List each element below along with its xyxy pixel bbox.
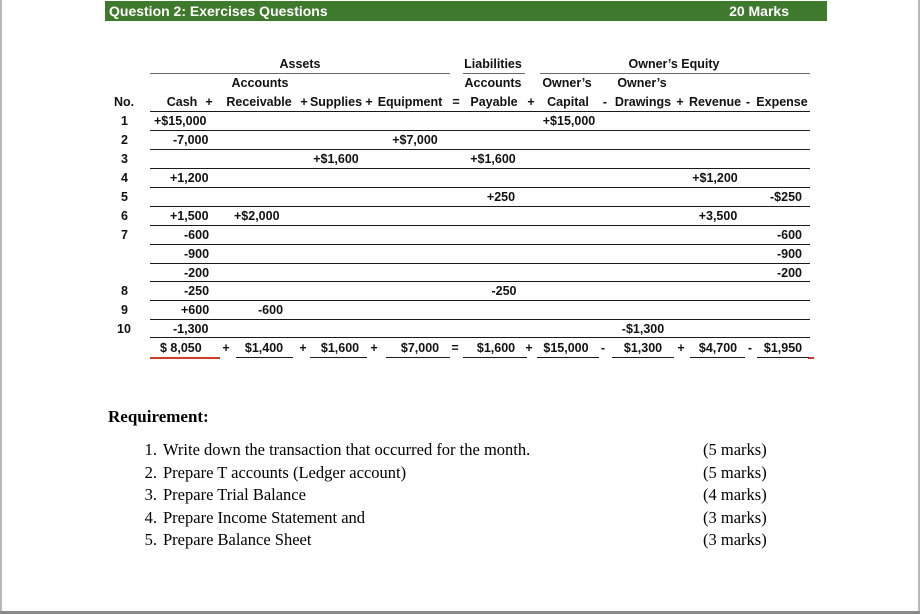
cash-cell: +1,500 bbox=[170, 209, 209, 223]
header-operator-6: - bbox=[602, 95, 608, 109]
requirement-marks: (3 marks) bbox=[703, 508, 767, 527]
question-marks: 20 Marks bbox=[729, 3, 789, 19]
cash-cell: -7,000 bbox=[173, 133, 209, 147]
subheader-owners-drawings: Owner’s bbox=[617, 76, 667, 90]
requirement-marks: (5 marks) bbox=[703, 440, 767, 459]
assets-underline bbox=[150, 73, 450, 74]
requirement-heading: Requirement: bbox=[108, 407, 209, 426]
group-header-owners-equity: Owner’s Equity bbox=[628, 57, 720, 71]
total-operator-1: + bbox=[222, 341, 230, 355]
row-number: 2 bbox=[121, 133, 128, 147]
total-cash: $ 8,050 bbox=[160, 341, 202, 355]
total-operator-7: + bbox=[677, 341, 685, 355]
total-operator-4: = bbox=[451, 341, 459, 355]
total-operator-5: + bbox=[525, 341, 533, 355]
column-header-receivable: Receivable bbox=[226, 95, 292, 109]
total-capital: $15,000 bbox=[543, 341, 589, 355]
no-column-header: No. bbox=[114, 95, 135, 109]
total-receivable: $1,400 bbox=[244, 341, 284, 355]
payable-cell: +$1,600 bbox=[470, 152, 516, 166]
revenue-cell: +3,500 bbox=[698, 209, 738, 223]
totals-underline-expense bbox=[757, 357, 809, 358]
total-supplies: $1,600 bbox=[320, 341, 360, 355]
row-number: 4 bbox=[121, 171, 128, 185]
header-operator-2: + bbox=[300, 95, 308, 109]
total-operator-3: + bbox=[370, 341, 378, 355]
receivable-cell: +$2,000 bbox=[234, 209, 280, 223]
total-equipment: $7,000 bbox=[400, 341, 440, 355]
cash-cell: -900 bbox=[184, 247, 210, 261]
totals-underline-revenue bbox=[690, 357, 745, 358]
cash-cell: +1,200 bbox=[170, 171, 209, 185]
total-drawings: $1,300 bbox=[623, 341, 663, 355]
group-header-liabilities: Liabilities bbox=[464, 57, 522, 71]
requirement-text: Prepare Trial Balance bbox=[163, 485, 306, 504]
requirement-marks: (4 marks) bbox=[703, 485, 767, 504]
header-operator-8: - bbox=[745, 95, 751, 109]
row-separator bbox=[150, 300, 810, 301]
header-operator-3: + bbox=[365, 95, 373, 109]
total-expense: $1,950 bbox=[763, 341, 803, 355]
total-revenue: $4,700 bbox=[698, 341, 738, 355]
row-separator bbox=[150, 187, 810, 188]
column-header-equipment: Equipment bbox=[377, 95, 443, 109]
receivable-cell: -600 bbox=[258, 303, 284, 317]
requirement-number: 5. bbox=[144, 530, 157, 549]
subheader-accounts-receivable: Accounts bbox=[231, 76, 289, 90]
totals-underline-capital bbox=[537, 357, 599, 358]
payable-cell: +250 bbox=[486, 190, 516, 204]
equity-underline bbox=[540, 73, 810, 74]
column-header-expense: Expense bbox=[756, 95, 808, 109]
header-underline bbox=[150, 111, 810, 112]
row-number: 7 bbox=[121, 228, 128, 242]
payable-cell: -250 bbox=[491, 284, 517, 298]
supplies-cell: +$1,600 bbox=[313, 152, 359, 166]
column-header-revenue: Revenue bbox=[688, 95, 742, 109]
expense-cell: -900 bbox=[776, 247, 802, 261]
row-number: 5 bbox=[121, 190, 128, 204]
row-separator bbox=[150, 130, 810, 131]
row-separator bbox=[150, 281, 810, 282]
cash-cell: +600 bbox=[181, 303, 210, 317]
column-header-drawings: Drawings bbox=[614, 95, 672, 109]
cash-cell: -600 bbox=[184, 228, 210, 242]
cash-cell: -250 bbox=[184, 284, 210, 298]
column-header-supplies: Supplies bbox=[309, 95, 363, 109]
row-number: 9 bbox=[121, 303, 128, 317]
totals-underline-cash bbox=[150, 357, 220, 359]
row-number: 6 bbox=[121, 209, 128, 223]
requirement-number: 4. bbox=[144, 508, 157, 527]
requirement-text: Prepare Balance Sheet bbox=[163, 530, 312, 549]
cash-cell: -1,300 bbox=[173, 322, 209, 336]
row-separator bbox=[150, 168, 810, 169]
requirement-text: Prepare Income Statement and bbox=[163, 508, 366, 527]
requirement-number: 3. bbox=[144, 485, 157, 504]
row-separator bbox=[150, 225, 810, 226]
revenue-cell: +$1,200 bbox=[692, 171, 738, 185]
requirement-marks: (3 marks) bbox=[703, 530, 767, 549]
column-header-cash: Cash bbox=[166, 95, 198, 109]
requirement-number: 2. bbox=[144, 463, 157, 482]
group-header-assets: Assets bbox=[279, 57, 321, 71]
header-operator-1: + bbox=[205, 95, 213, 109]
totals-underline-equipment bbox=[386, 357, 450, 358]
row-number: 10 bbox=[117, 322, 131, 336]
row-separator bbox=[150, 337, 810, 338]
column-header-capital: Capital bbox=[547, 95, 589, 109]
expense-cell: -$250 bbox=[770, 190, 802, 204]
totals-underline-drawings bbox=[612, 357, 674, 358]
total-operator-8: - bbox=[747, 341, 753, 355]
header-operator-4: = bbox=[452, 95, 460, 109]
expense-cell: -600 bbox=[776, 228, 802, 242]
requirement-text: Write down the transaction that occurred for the month. bbox=[163, 440, 531, 459]
header-operator-5: + bbox=[527, 95, 535, 109]
totals-underline-receivable bbox=[236, 357, 293, 358]
equipment-cell: +$7,000 bbox=[392, 133, 438, 147]
row-separator bbox=[150, 263, 810, 264]
row-number: 8 bbox=[121, 284, 128, 298]
question-title: Question 2: Exercises Questions bbox=[109, 3, 328, 19]
row-number: 1 bbox=[121, 114, 128, 128]
total-operator-2: + bbox=[299, 341, 307, 355]
requirement-marks: (5 marks) bbox=[703, 463, 767, 482]
subheader-owners-capital: Owner’s bbox=[542, 76, 592, 90]
capital-cell: +$15,000 bbox=[542, 114, 596, 128]
row-separator bbox=[150, 149, 810, 150]
totals-underline-supplies bbox=[310, 357, 367, 358]
requirement-number: 1. bbox=[144, 440, 157, 459]
cash-cell: -200 bbox=[184, 266, 210, 280]
requirement-text: Prepare T accounts (Ledger account) bbox=[163, 463, 407, 482]
subheader-accounts-payable: Accounts bbox=[464, 76, 522, 90]
drawings-cell: -$1,300 bbox=[621, 322, 665, 336]
expense-cell: -200 bbox=[776, 266, 802, 280]
row-separator bbox=[150, 319, 810, 320]
column-header-payable: Payable bbox=[470, 95, 518, 109]
totals-underline-payable bbox=[463, 357, 527, 358]
liabilities-underline bbox=[463, 73, 525, 74]
row-separator bbox=[150, 206, 810, 207]
total-payable: $1,600 bbox=[476, 341, 516, 355]
row-number: 3 bbox=[121, 152, 128, 166]
total-operator-6: - bbox=[600, 341, 606, 355]
cash-cell: +$15,000 bbox=[154, 114, 207, 128]
row-separator bbox=[150, 244, 810, 245]
header-operator-7: + bbox=[676, 95, 684, 109]
